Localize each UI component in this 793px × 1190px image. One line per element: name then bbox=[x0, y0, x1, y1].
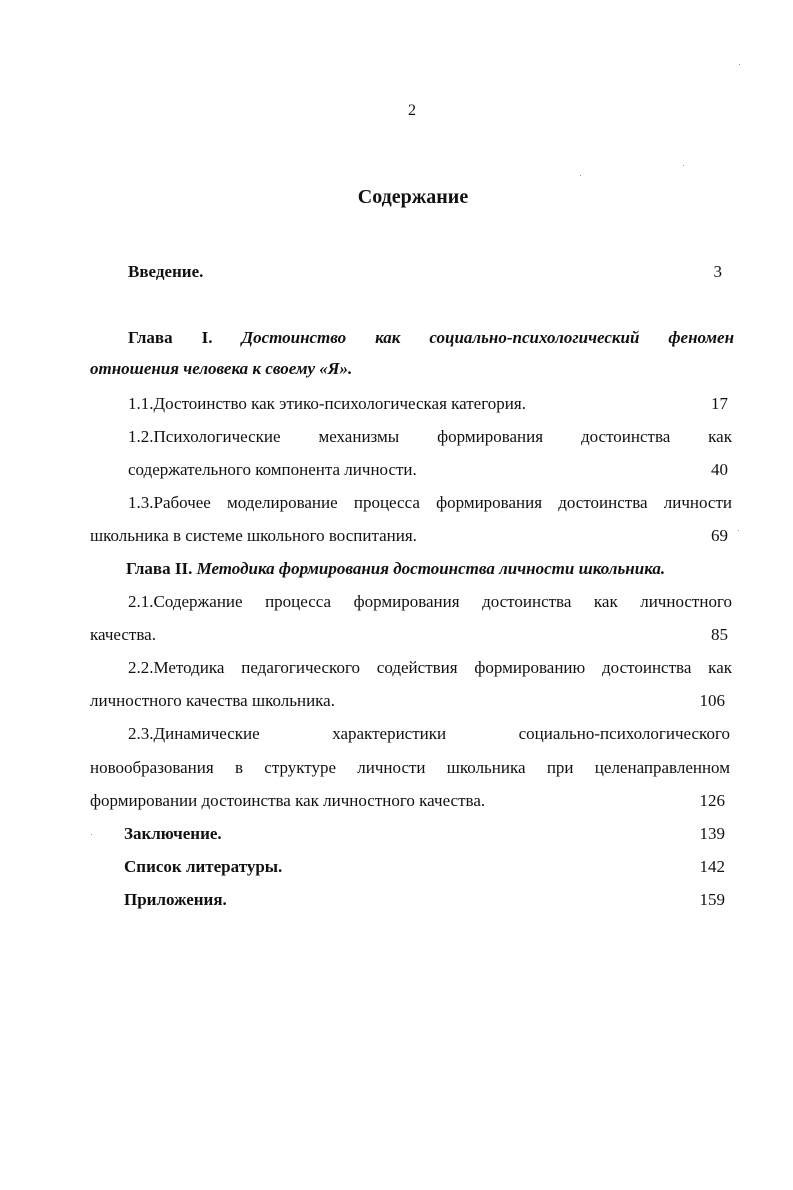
chapter1-title-line2: отношения человека к своему «Я». bbox=[90, 359, 353, 378]
chapter1-prefix: Глава I. bbox=[128, 328, 213, 347]
toc-intro-page: 3 bbox=[713, 262, 722, 281]
page-number: 2 bbox=[408, 102, 416, 119]
toc-item-1-3-line1: 1.3.Рабочее моделирование процесса формирования достоинства личности bbox=[128, 493, 732, 512]
toc-bibliography-label: Список литературы. bbox=[124, 857, 283, 876]
scan-speck bbox=[683, 165, 684, 166]
toc-item-1-2-line2: содержательного компонента личности. bbox=[128, 460, 417, 479]
chapter2-prefix: Глава II. bbox=[126, 559, 193, 578]
toc-item-1-2-page: 40 bbox=[711, 460, 728, 479]
scan-speck bbox=[91, 834, 92, 835]
toc-item-1-3-page: 69 bbox=[711, 526, 728, 545]
chapter2-title: Методика формирования достоинства личности школьника. bbox=[196, 559, 666, 578]
toc-item-2-2-page: 106 bbox=[699, 691, 725, 710]
toc-item-2-3-line2: новообразования в структуре личности школьника при целенаправленном bbox=[90, 758, 730, 777]
toc-item-2-2-line2: личностного качества школьника. bbox=[90, 691, 335, 710]
toc-conclusion-page: 139 bbox=[699, 824, 725, 843]
toc-item-1-2-line1: 1.2.Психологические механизмы формирования достоинства как bbox=[128, 427, 732, 446]
toc-conclusion-label: Заключение. bbox=[124, 824, 222, 843]
toc-intro-label: Введение. bbox=[128, 262, 204, 281]
toc-item-1-1-page: 17 bbox=[711, 394, 728, 413]
toc-appendices-label: Приложения. bbox=[124, 890, 227, 909]
toc-item-2-1-page: 85 bbox=[711, 625, 728, 644]
scan-speck bbox=[580, 175, 581, 176]
scan-speck bbox=[739, 64, 740, 65]
scan-speck bbox=[738, 530, 739, 531]
toc-item-1-1: 1.1.Достоинство как этико-психологическая категория. bbox=[128, 394, 526, 413]
toc-appendices-page: 159 bbox=[699, 890, 725, 909]
toc-item-2-1-line2: качества. bbox=[90, 625, 156, 644]
toc-item-2-1-line1: 2.1.Содержание процесса формирования достоинства как личностного bbox=[128, 592, 732, 611]
toc-item-2-3-page: 126 bbox=[699, 791, 725, 810]
toc-item-1-3-line2: школьника в системе школьного воспитания. bbox=[90, 526, 417, 545]
chapter1-heading bbox=[128, 327, 734, 349]
toc-bibliography-page: 142 bbox=[699, 857, 725, 876]
page-title: Содержание bbox=[357, 186, 469, 208]
toc-item-2-3-line3: формировании достоинства как личностного качества. bbox=[90, 791, 486, 810]
toc-item-2-2-line1: 2.2.Методика педагогического содействия формированию достоинства как bbox=[128, 658, 732, 677]
chapter1-title-line1: Достоинство как социально-психологический феномен bbox=[241, 328, 735, 347]
chapter2-heading bbox=[126, 558, 665, 580]
toc-item-2-3-line1: 2.3.Динамические характеристики социально-психологического bbox=[128, 724, 730, 743]
